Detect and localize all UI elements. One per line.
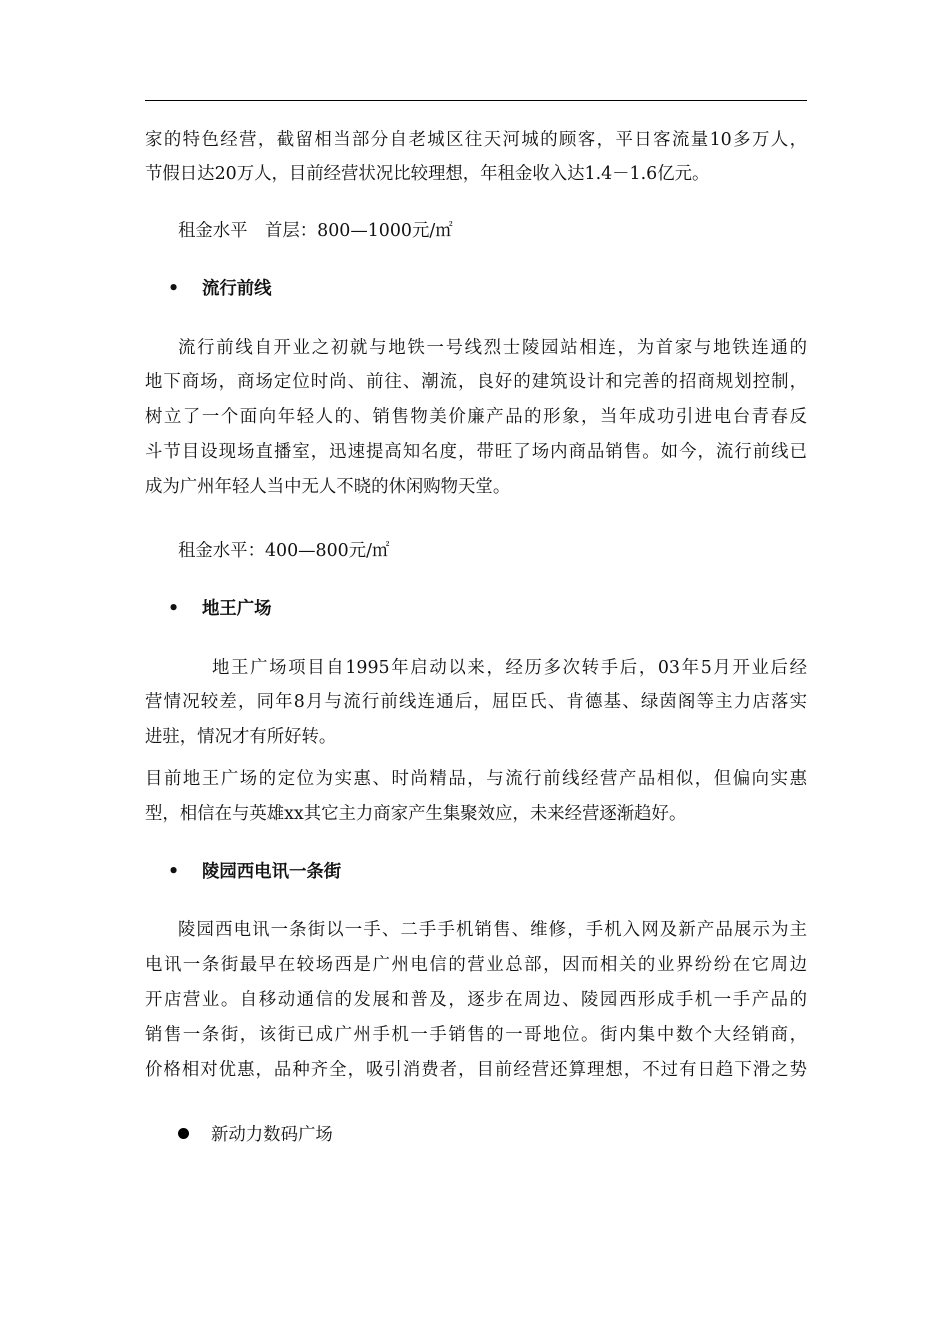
rent-level: 租金水平：400—800元/㎡ <box>178 541 390 561</box>
bullet-dot-icon <box>178 1128 189 1139</box>
paragraph-line: 营情况较差，同年8月与流行前线连通后，屈臣氏、肯德基、绿茵阁等主力店落实 <box>145 692 807 712</box>
paragraph-line: 地王广场项目自1995年启动以来，经历多次转手后，03年5月开业后经 <box>212 658 807 678</box>
section-heading-xindongli <box>178 1123 333 1147</box>
bullet-icon: • <box>168 279 180 299</box>
section-title: 新动力数码广场 <box>211 1125 333 1145</box>
bullet-icon: • <box>168 599 180 619</box>
section-title: 地王广场 <box>202 599 272 619</box>
intro-line-1: 家的特色经营，截留相当部分自老城区往天河城的顾客，平日客流量10多万人， <box>145 130 807 150</box>
paragraph-line: 斗节目设现场直播室，迅速提高知名度，带旺了场内商品销售。如今，流行前线已 <box>145 442 807 462</box>
paragraph-line: 目前地王广场的定位为实惠、时尚精品，与流行前线经营产品相似，但偏向实惠 <box>145 769 807 789</box>
paragraph-line: 进驻，情况才有所好转。 <box>145 727 337 747</box>
paragraph-line: 价格相对优惠，品种齐全，吸引消费者，目前经营还算理想，不过有日趋下滑之势 <box>145 1060 807 1080</box>
section-title: 流行前线 <box>202 279 272 299</box>
paragraph-line: 陵园西电讯一条街以一手、二手手机销售、维修，手机入网及新产品展示为主 <box>178 920 807 940</box>
section-heading-diwang <box>168 597 272 621</box>
section-heading-lingyuanxi <box>168 860 341 884</box>
section-title: 陵园西电讯一条街 <box>202 862 342 882</box>
intro-rent: 租金水平 首层：800—1000元/㎡ <box>178 221 453 241</box>
section-heading-liuxing <box>168 277 272 301</box>
bullet-icon: • <box>168 862 180 882</box>
paragraph-line: 树立了一个面向年轻人的、销售物美价廉产品的形象，当年成功引进电台青春反 <box>145 407 807 427</box>
paragraph-line: 型，相信在与英雄xx其它主力商家产生集聚效应，未来经营逐渐趋好。 <box>145 804 687 824</box>
paragraph-line: 成为广州年轻人当中无人不晓的休闲购物天堂。 <box>145 477 511 497</box>
paragraph-line: 流行前线自开业之初就与地铁一号线烈士陵园站相连，为首家与地铁连通的 <box>178 338 807 358</box>
intro-line-2: 节假日达20万人，目前经营状况比较理想，年租金收入达1.4－1.6亿元。 <box>145 164 710 184</box>
paragraph-line: 电讯一条街最早在较场西是广州电信的营业总部，因而相关的业界纷纷在它周边 <box>145 955 807 975</box>
paragraph-line: 销售一条街，该街已成广州手机一手销售的一哥地位。街内集中数个大经销商， <box>145 1025 807 1045</box>
paragraph-line: 地下商场，商场定位时尚、前往、潮流，良好的建筑设计和完善的招商规划控制， <box>145 372 807 392</box>
paragraph-line: 开店营业。自移动通信的发展和普及，逐步在周边、陵园西形成手机一手产品的 <box>145 990 807 1010</box>
header-rule <box>145 100 807 101</box>
